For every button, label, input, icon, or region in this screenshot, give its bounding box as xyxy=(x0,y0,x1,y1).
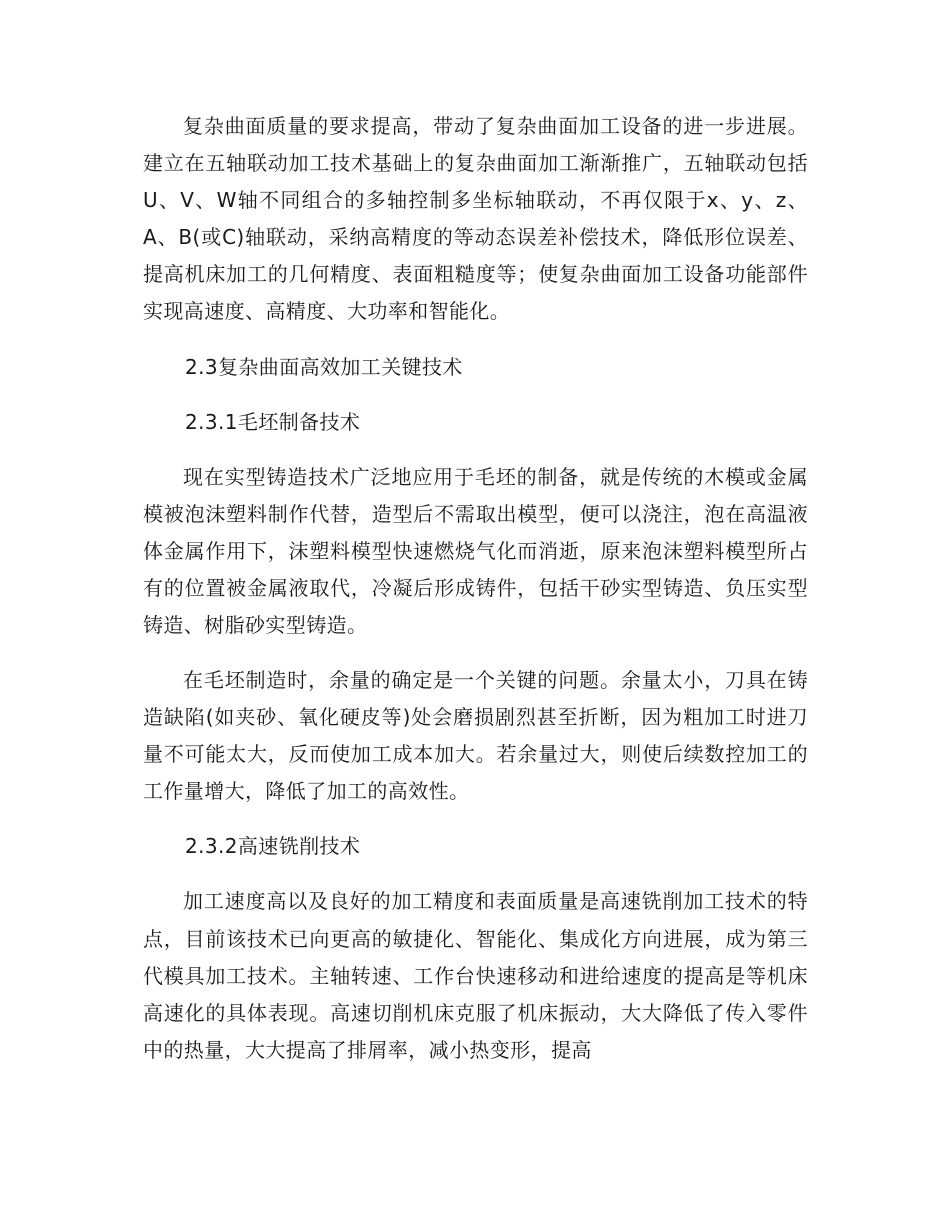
paragraph-high-speed-milling: 加工速度高以及良好的加工精度和表面质量是高速铣削加工技术的特点，目前该技术已向更高的敏捷化、智能化、集成化方向进展，成为第三代模具加工技术。主轴转速、工作台快速移动和进给速度的提高是等机床高速化的具体表现。高速切削机床克服了机床振动，大大降低了传入零件中的热量，大大提高了排屑率，减小热变形，提高 xyxy=(143,889,808,1062)
paragraph-equipment-development: 复杂曲面质量的要求提高，带动了复杂曲面加工设备的进一步进展。建立在五轴联动加工技术基础上的复杂曲面加工渐渐推广，五轴联动包括U、V、W轴不同组合的多轴控制多坐标轴联动，不再仅限于x、y、z、A、B(或C)轴联动，采纳高精度的等动态误差补偿技术，降低形位误差、提高机床加工的几何精度、表面粗糙度等；使复杂曲面加工设备功能部件实现高速度、高精度、大功率和智能化。 xyxy=(143,114,808,324)
document-body xyxy=(143,108,808,1069)
paragraph-lost-foam-casting: 现在实型铸造技术广泛地应用于毛坯的制备，就是传统的木模或金属模被泡沫塑料制作代替，造型后不需取出模型，便可以浇注，泡在高温液体金属作用下，沫塑料模型快速燃烧气化而消逝，原来泡沫塑料模型所占有的位置被金属液取代，冷凝后形成铸件，包括干砂实型铸造、负压实型铸造、树脂砂实型铸造。 xyxy=(143,464,808,637)
paragraph-machining-allowance: 在毛坯制造时，余量的确定是一个关键的问题。余量太小，刀具在铸造缺陷(如夹砂、氧化硬皮等)处会磨损剧烈甚至折断，因为粗加工时进刀量不可能太大，反而使加工成本加大。若余量过大，则使后续数控加工的工作量增大，降低了加工的高效性。 xyxy=(143,668,808,804)
section-heading-key-technologies: 2.3复杂曲面高效加工关键技术 xyxy=(185,354,463,379)
subsection-heading-blank-preparation: 2.3.1毛坯制备技术 xyxy=(185,409,361,434)
subsection-heading-high-speed-milling: 2.3.2高速铣削技术 xyxy=(185,834,361,859)
